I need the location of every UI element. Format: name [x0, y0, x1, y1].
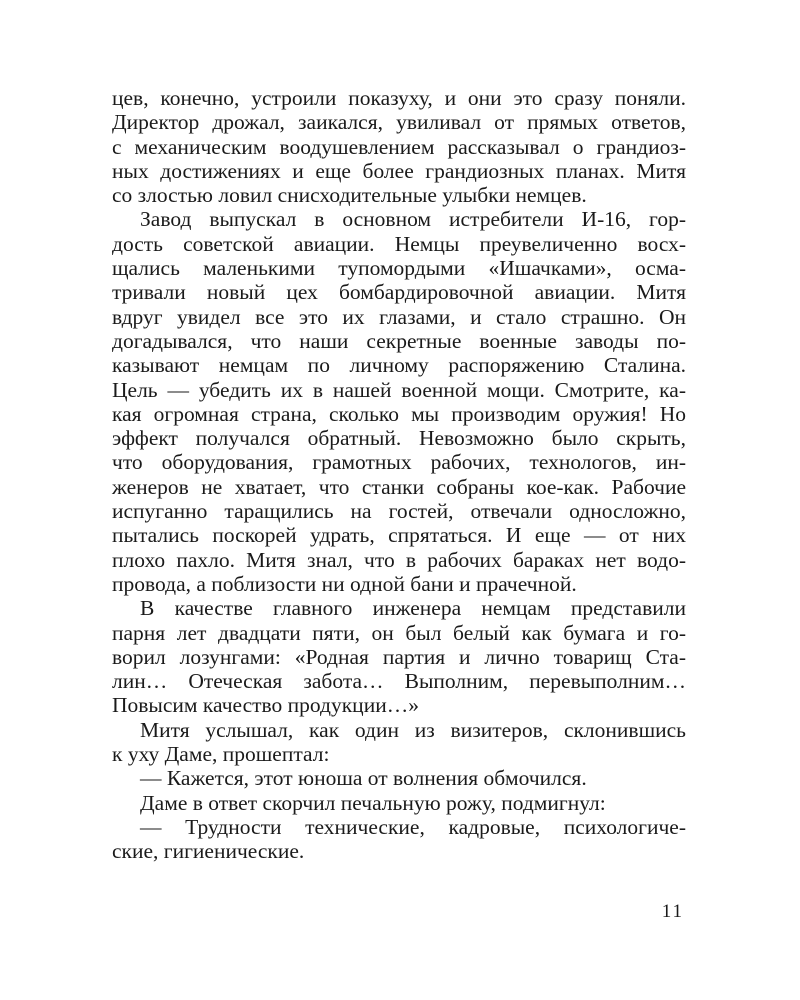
text-line: пытались поскорей удрать, спрятаться. И еще — от них	[112, 523, 686, 548]
text-line: парня лет двадцати пяти, он был белый как бумага и го-	[112, 620, 686, 645]
text-line: ных достижениях и еще более грандиозных планах. Митя	[112, 158, 686, 183]
text-line: — Трудности технические, кадровые, психологиче-	[140, 814, 686, 839]
text-line: ворил лозунгами: «Родная партия и лично товарищ Ста-	[112, 644, 686, 669]
text-line: Директор дрожал, заикался, увиливал от прямых ответов,	[112, 110, 686, 135]
text-line: женеров не хватает, что станки собраны кое-как. Рабочие	[112, 474, 686, 499]
text-line: догадывался, что наши секретные военные заводы по-	[112, 328, 686, 353]
text-line: В качестве главного инженера немцам представили	[140, 596, 686, 621]
text-line: что оборудования, грамотных рабочих, технологов, ин-	[112, 450, 686, 475]
text-line: Повысим качество продукции…»	[112, 693, 419, 718]
text-line: испуганно таращились на гостей, отвечали односложно,	[112, 499, 686, 524]
text-line: тривали новый цех бомбардировочной авиации. Митя	[112, 280, 686, 305]
text-line: с механическим воодушевлением рассказывал о грандиоз-	[112, 134, 686, 159]
text-line: Завод выпускал в основном истребители И-16, гор-	[140, 207, 686, 232]
text-line: Митя услышал, как один из визитеров, склонившись	[140, 717, 686, 742]
text-line: казывают немцам по личному распоряжению Сталина.	[112, 353, 686, 378]
text-line: лин… Отеческая забота… Выполним, перевыполним…	[112, 669, 686, 694]
text-line: цев, конечно, устроили показуху, и они это сразу поняли.	[112, 86, 686, 110]
text-line: — Кажется, этот юноша от волнения обмочился.	[140, 766, 587, 791]
page-number: 11	[661, 901, 684, 922]
text-line: провода, а поблизости ни одной бани и прачечной.	[112, 571, 577, 596]
body-text	[112, 86, 686, 864]
text-line: Даме в ответ скорчил печальную рожу, подмигнул:	[140, 790, 606, 815]
text-line: к уху Даме, прошептал:	[112, 742, 330, 767]
text-line: кая огромная страна, сколько мы производим оружия! Но	[112, 401, 686, 426]
text-line: со злостью ловил снисходительные улыбки немцев.	[112, 183, 587, 208]
text-line: плохо пахло. Митя знал, что в рабочих бараках нет водо-	[112, 547, 686, 572]
text-line: вдруг увидел все это их глазами, и стало страшно. Он	[112, 304, 686, 329]
text-line: ские, гигиенические.	[112, 839, 305, 864]
text-line: эффект получался обратный. Невозможно было скрыть,	[112, 426, 686, 451]
text-line: Цель — убедить их в нашей военной мощи. Смотрите, ка-	[112, 377, 686, 402]
text-line: дость советской авиации. Немцы преувеличенно восх-	[112, 231, 686, 256]
text-line: щались маленькими тупомордыми «Ишачками», осма-	[112, 256, 686, 281]
